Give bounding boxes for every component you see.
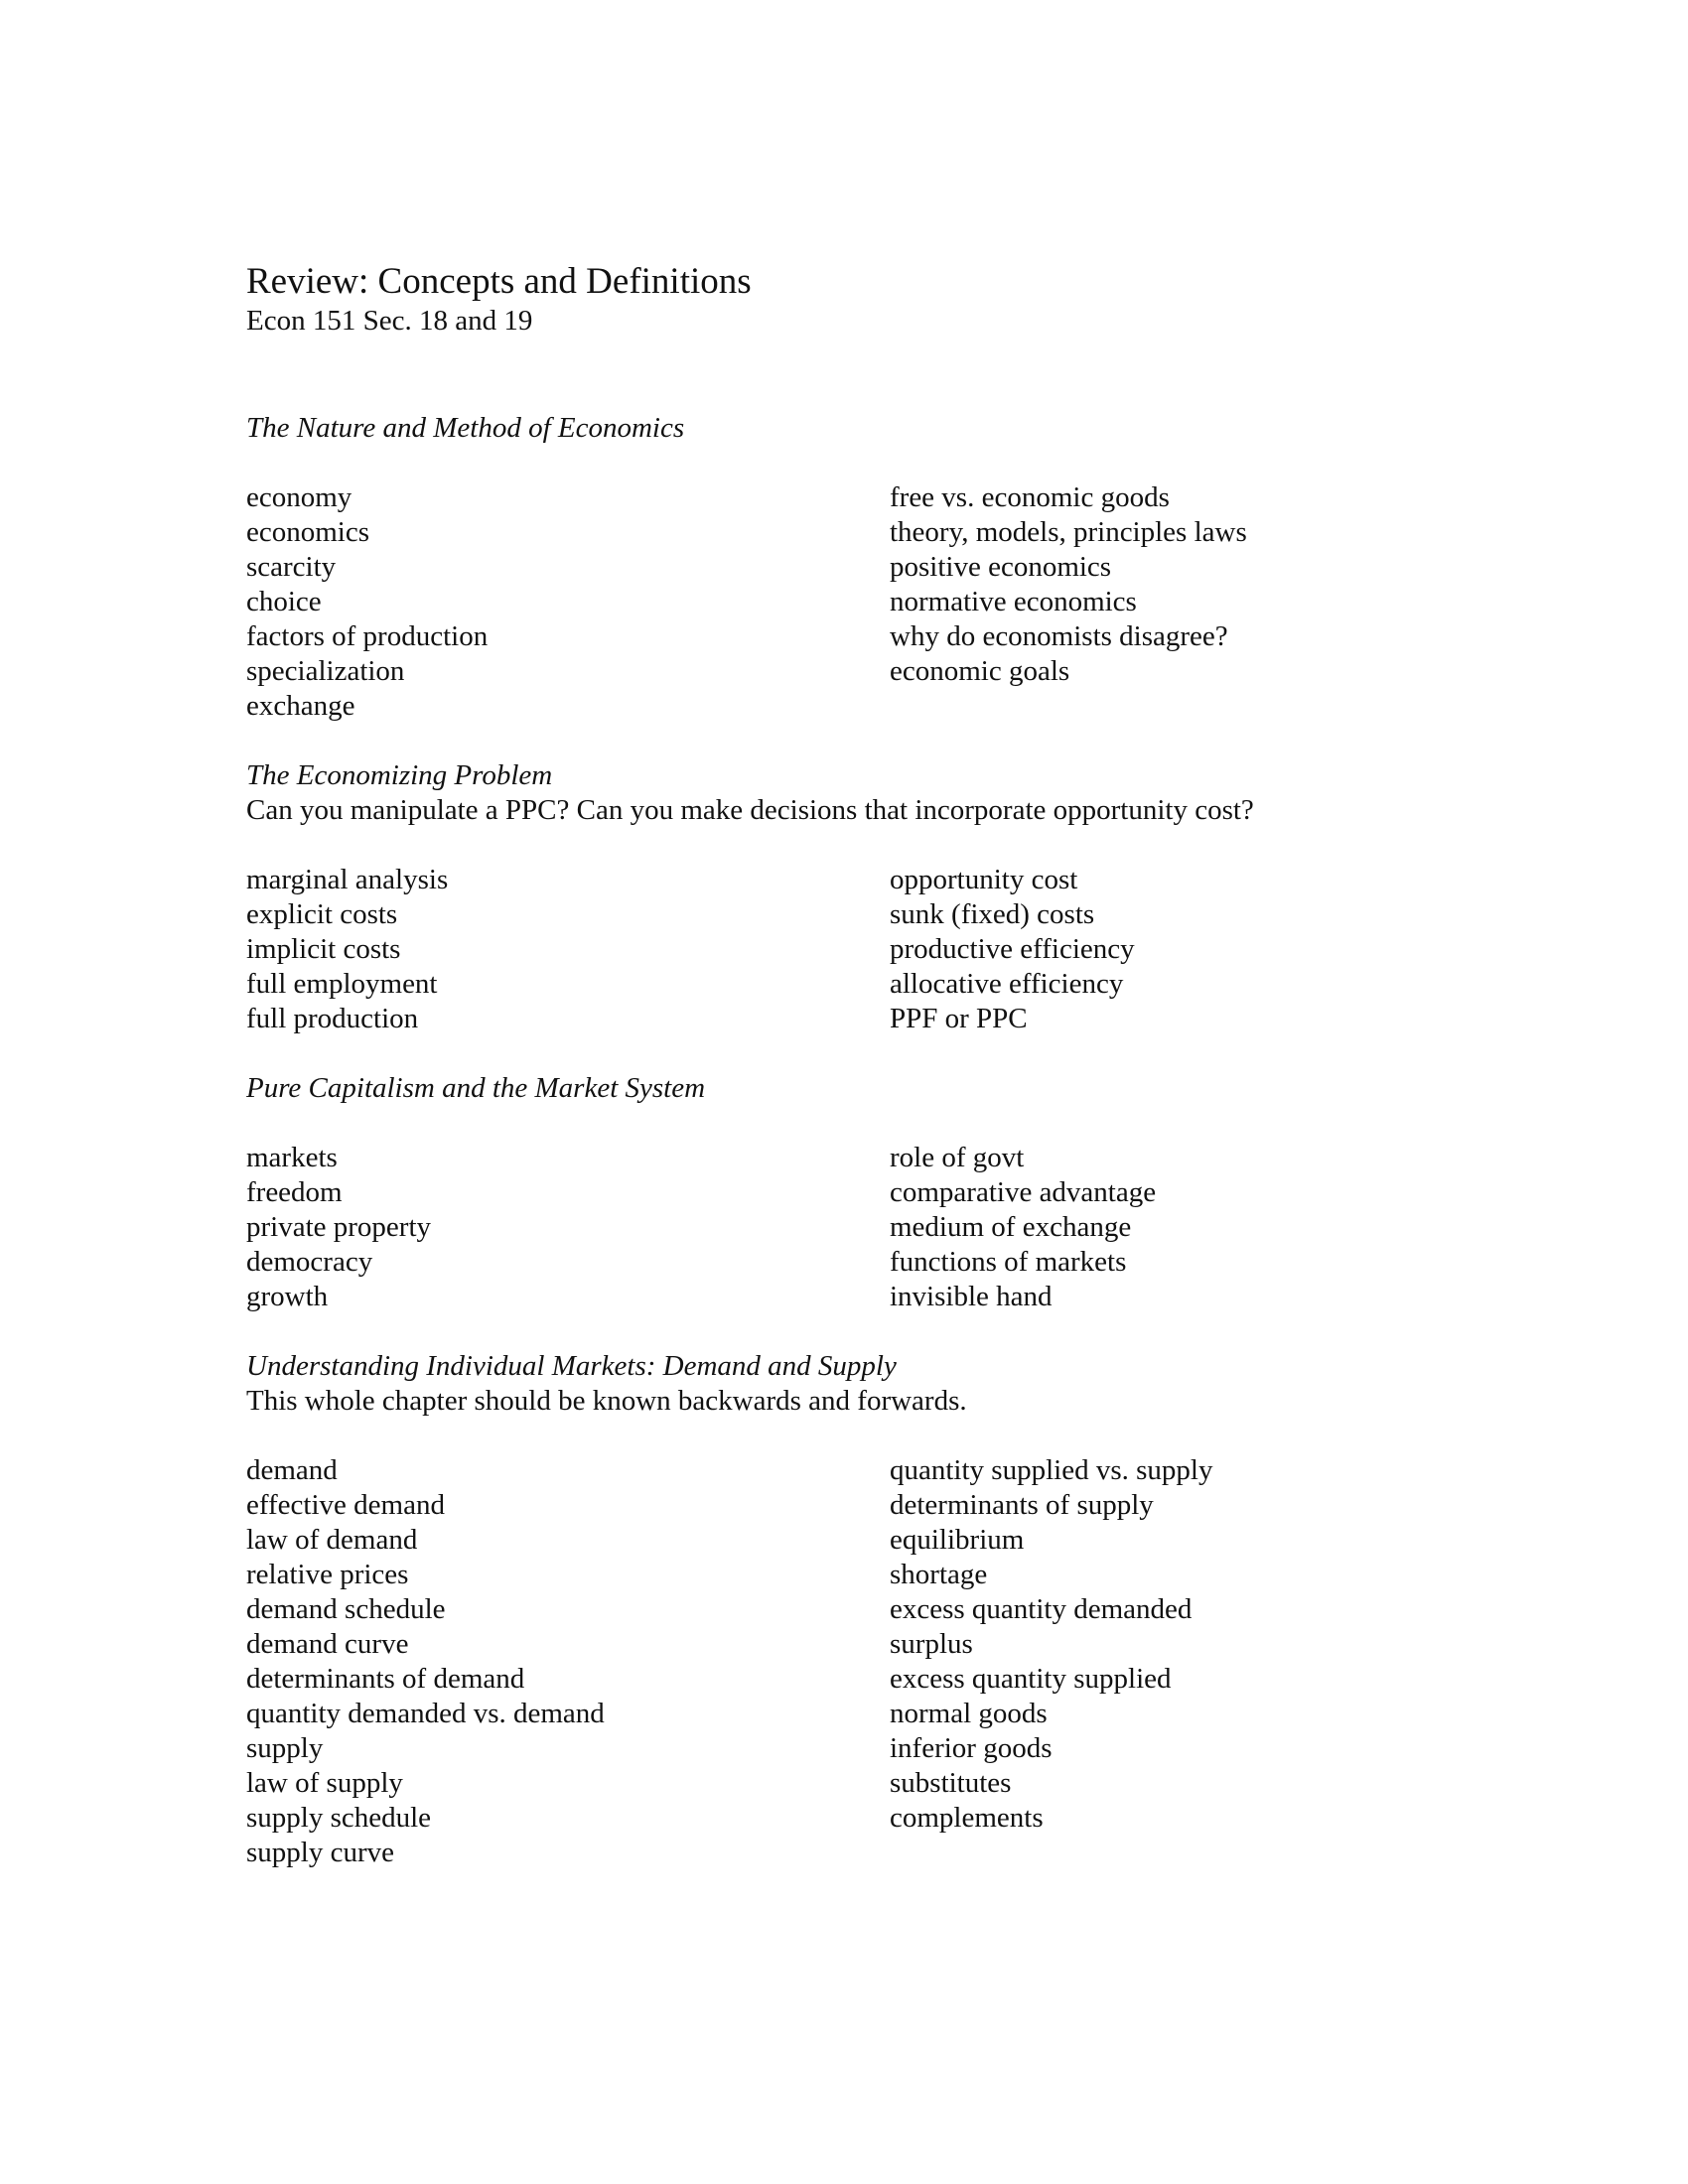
term-list-right <box>890 1453 1446 1870</box>
term-item: normative economics <box>890 586 1137 617</box>
term-item: effective demand <box>246 1489 445 1521</box>
term-item: sunk (fixed) costs <box>890 898 1095 930</box>
term-item: quantity supplied vs. supply <box>890 1454 1213 1486</box>
term-item: freedom <box>246 1176 343 1208</box>
term-item: PPF or PPC <box>890 1003 1028 1034</box>
section-nature-method <box>246 411 1477 724</box>
term-item: quantity demanded vs. demand <box>246 1698 605 1729</box>
term-list-right <box>890 863 1446 1036</box>
term-list-right <box>890 1141 1446 1314</box>
term-list-left <box>246 863 890 1036</box>
term-item: positive economics <box>890 551 1112 583</box>
term-item: theory, models, principles laws <box>890 516 1247 548</box>
term-columns <box>246 1453 1477 1870</box>
term-item: determinants of demand <box>246 1663 525 1695</box>
term-item: shortage <box>890 1559 988 1590</box>
term-item: comparative advantage <box>890 1176 1157 1208</box>
term-item: productive efficiency <box>890 933 1135 965</box>
term-item: markets <box>246 1142 338 1173</box>
term-item: excess quantity demanded <box>890 1593 1193 1625</box>
term-item: specialization <box>246 655 405 687</box>
term-item: demand schedule <box>246 1593 446 1625</box>
term-item: free vs. economic goods <box>890 481 1170 513</box>
term-item: invisible hand <box>890 1281 1053 1312</box>
term-item: opportunity cost <box>890 864 1078 895</box>
term-item: determinants of supply <box>890 1489 1154 1521</box>
term-columns <box>246 863 1477 1036</box>
section-note: This whole chapter should be known backwards and forwards. <box>246 1385 967 1417</box>
section-heading: The Nature and Method of Economics <box>246 412 685 444</box>
term-item: allocative efficiency <box>890 968 1124 1000</box>
term-item: relative prices <box>246 1559 409 1590</box>
term-item: normal goods <box>890 1698 1048 1729</box>
term-item: medium of exchange <box>890 1211 1132 1243</box>
term-item: surplus <box>890 1628 973 1660</box>
term-item: full employment <box>246 968 438 1000</box>
term-columns <box>246 1141 1477 1314</box>
term-item: economics <box>246 516 370 548</box>
section-note: Can you manipulate a PPC? Can you make decisions that incorporate opportunity cost? <box>246 794 1254 826</box>
document-subtitle: Econ 151 Sec. 18 and 19 <box>246 305 533 337</box>
term-item: complements <box>890 1802 1044 1834</box>
term-item: growth <box>246 1281 329 1312</box>
term-item: functions of markets <box>890 1246 1127 1278</box>
term-item: demand curve <box>246 1628 409 1660</box>
term-item: private property <box>246 1211 432 1243</box>
term-item: marginal analysis <box>246 864 449 895</box>
term-item: supply curve <box>246 1837 394 1868</box>
term-item: substitutes <box>890 1767 1012 1799</box>
term-item: economy <box>246 481 352 513</box>
term-item: scarcity <box>246 551 337 583</box>
term-item: demand <box>246 1454 338 1486</box>
term-item: supply schedule <box>246 1802 432 1834</box>
term-item: exchange <box>246 690 355 722</box>
term-item: choice <box>246 586 322 617</box>
term-list-left <box>246 480 890 724</box>
term-list-left <box>246 1141 890 1314</box>
term-item: full production <box>246 1003 419 1034</box>
term-item: law of supply <box>246 1767 403 1799</box>
document-page <box>246 260 1477 1870</box>
document-title: Review: Concepts and Definitions <box>246 261 752 302</box>
term-item: factors of production <box>246 620 489 652</box>
section-capitalism-market <box>246 1071 1477 1314</box>
section-heading: The Economizing Problem <box>246 759 553 791</box>
section-economizing-problem <box>246 758 1477 1036</box>
term-item: why do economists disagree? <box>890 620 1228 652</box>
term-item: democracy <box>246 1246 373 1278</box>
term-list-left <box>246 1453 890 1870</box>
term-item: implicit costs <box>246 933 401 965</box>
term-item: excess quantity supplied <box>890 1663 1172 1695</box>
section-heading: Pure Capitalism and the Market System <box>246 1072 706 1104</box>
term-item: supply <box>246 1732 324 1764</box>
term-item: role of govt <box>890 1142 1025 1173</box>
section-heading: Understanding Individual Markets: Demand and Supply <box>246 1350 897 1382</box>
term-item: explicit costs <box>246 898 398 930</box>
term-list-right <box>890 480 1446 724</box>
term-columns <box>246 480 1477 724</box>
term-item: economic goals <box>890 655 1070 687</box>
term-item: inferior goods <box>890 1732 1053 1764</box>
section-demand-supply <box>246 1349 1477 1870</box>
term-item: law of demand <box>246 1524 418 1556</box>
term-item: equilibrium <box>890 1524 1025 1556</box>
